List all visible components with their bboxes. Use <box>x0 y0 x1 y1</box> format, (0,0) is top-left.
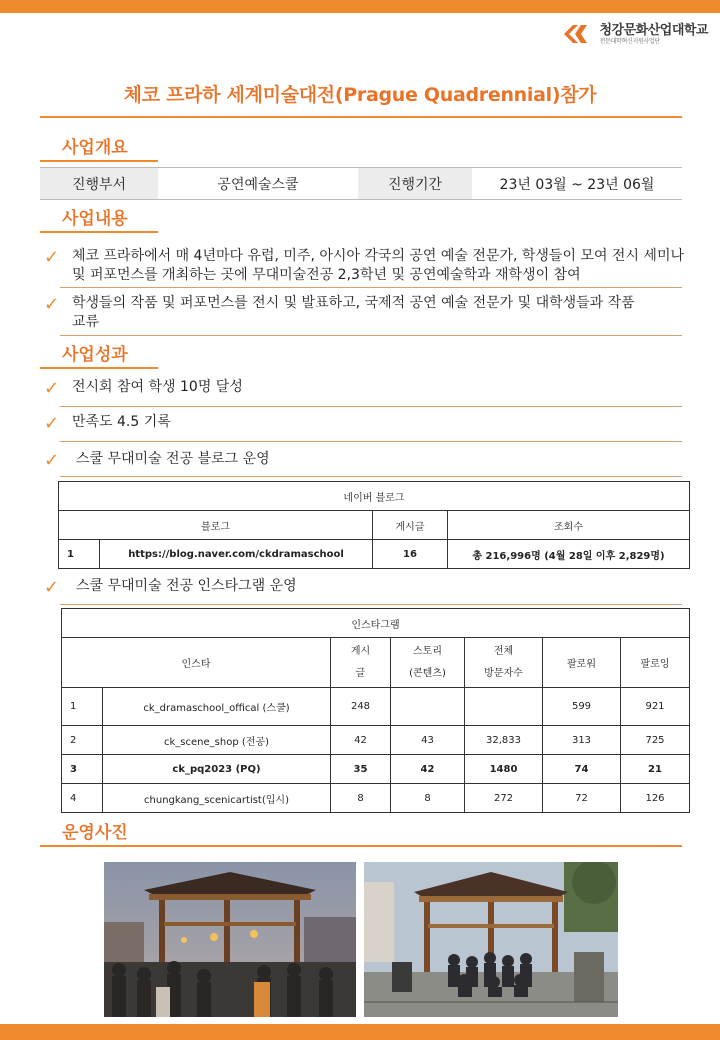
insta-row-story: 42 <box>391 755 465 784</box>
divider <box>60 287 682 288</box>
section-heading-results: 사업성과 <box>62 345 128 365</box>
insta-header-story-line2: (콘텐츠) <box>409 667 446 679</box>
insta-header-visitors-line1: 전체 <box>493 645 514 657</box>
event-photo-1-image <box>104 862 356 1017</box>
page-title: 체코 프라하 세계미술대전(Prague Quadrennial)참가 <box>123 84 597 106</box>
insta-row-no: 2 <box>62 726 103 755</box>
section-underline-content <box>40 231 158 233</box>
insta-row-visitors: 272 <box>465 784 543 813</box>
blog-table-caption: 네이버 블로그 <box>59 482 690 511</box>
insta-row-visitors: 32,833 <box>465 726 543 755</box>
top-accent-bar <box>0 0 720 13</box>
blog-table <box>58 481 690 569</box>
event-photo-1 <box>104 862 356 1017</box>
insta-row-following: 126 <box>621 784 690 813</box>
content-item-text: 체코 프라하에서 매 4년마다 유럽, 미주, 아시아 각국의 공연 예술 전문가, 학생들이 모여 전시 세미나 및 퍼포먼스를 개최하는 곳에 무대미술전공 2,3학년 및 공연예술학과 재학생이 참여 <box>72 248 684 283</box>
check-icon: ✓ <box>44 450 60 471</box>
insta-header-visitors <box>465 638 543 688</box>
check-icon: ✓ <box>44 378 60 399</box>
insta-row-visitors <box>465 688 543 726</box>
insta-row-followers: 313 <box>543 726 621 755</box>
result-item <box>44 378 684 397</box>
insta-row-story <box>391 688 465 726</box>
insta-row-following: 921 <box>621 688 690 726</box>
check-icon: ✓ <box>44 294 60 315</box>
insta-header-visitors-line2: 방문자수 <box>484 667 523 679</box>
insta-row-followers: 74 <box>543 755 621 784</box>
result-item-text: 스쿨 무대미술 전공 인스타그램 운영 <box>76 578 297 594</box>
event-photo-2 <box>364 862 618 1017</box>
blog-row-no: 1 <box>59 540 100 569</box>
insta-row-followers: 72 <box>543 784 621 813</box>
logo-subtitle: 전문대학혁신지원사업단 <box>599 37 660 45</box>
content-item <box>44 247 684 285</box>
result-item-text: 스쿨 무대미술 전공 블로그 운영 <box>76 451 270 467</box>
check-icon: ✓ <box>44 577 60 598</box>
title-divider <box>40 116 682 118</box>
period-value: 23년 03월 ~ 23년 06월 <box>472 168 682 200</box>
insta-row-no: 3 <box>62 755 103 784</box>
result-item <box>44 450 684 469</box>
section-underline-photos <box>40 845 682 847</box>
blog-row-views: 총 216,996명 (4월 28일 이후 2,829명) <box>448 540 690 569</box>
check-icon: ✓ <box>44 247 60 268</box>
insta-row-following: 21 <box>621 755 690 784</box>
dept-value: 공연예술스쿨 <box>158 168 358 200</box>
insta-header-posts-line1: 게시 <box>350 645 371 657</box>
insta-row-following: 725 <box>621 726 690 755</box>
result-item-text: 만족도 4.5 기록 <box>72 414 171 430</box>
divider <box>60 441 682 442</box>
university-logo <box>559 20 708 48</box>
divider <box>60 406 682 407</box>
insta-row-story: 8 <box>391 784 465 813</box>
dept-label: 진행부서 <box>40 168 158 200</box>
insta-row-account: ck_scene_shop (전공) <box>103 726 331 755</box>
insta-row-no: 4 <box>62 784 103 813</box>
result-item <box>44 577 684 596</box>
insta-row-story: 43 <box>391 726 465 755</box>
content-item-text: 학생들의 작품 및 퍼포먼스를 전시 및 발표하고, 국제적 공연 예술 전문가 및 대학생들과 작품 교류 <box>72 295 635 330</box>
insta-row-account: ck_pq2023 (PQ) <box>103 755 331 784</box>
insta-header-account: 인스타 <box>62 638 331 688</box>
insta-row-no: 1 <box>62 688 103 726</box>
divider <box>60 476 682 477</box>
insta-row-posts: 35 <box>331 755 391 784</box>
section-heading-content: 사업내용 <box>62 209 128 229</box>
insta-row-posts: 42 <box>331 726 391 755</box>
insta-header-story <box>391 638 465 688</box>
content-item <box>44 294 684 332</box>
insta-header-posts-line2: 글 <box>355 667 366 679</box>
section-heading-photos: 운영사진 <box>62 823 128 843</box>
result-item <box>44 413 684 432</box>
blog-row-url[interactable]: https://blog.naver.com/ckdramaschool <box>100 540 373 569</box>
check-icon: ✓ <box>44 413 60 434</box>
ck-logo-icon <box>559 22 593 46</box>
instagram-table <box>61 608 690 813</box>
insta-header-story-line1: 스토리 <box>413 645 442 657</box>
insta-row-posts: 8 <box>331 784 391 813</box>
insta-row-posts: 248 <box>331 688 391 726</box>
blog-header-views: 조회수 <box>448 511 690 540</box>
overview-table <box>40 167 682 200</box>
divider <box>60 604 682 605</box>
insta-row-visitors: 1480 <box>465 755 543 784</box>
insta-row-account: chungkang_scenicartist(입시) <box>103 784 331 813</box>
result-item-text: 전시회 참여 학생 10명 달성 <box>72 379 243 395</box>
blog-header-blog: 블로그 <box>59 511 373 540</box>
insta-header-posts <box>331 638 391 688</box>
section-heading-overview: 사업개요 <box>62 138 128 158</box>
bottom-accent-bar <box>0 1024 720 1040</box>
logo-name: 청강문화산업대학교 <box>599 22 708 38</box>
insta-header-followers: 팔로워 <box>543 638 621 688</box>
insta-table-caption: 인스타그램 <box>62 609 690 638</box>
divider <box>60 335 682 336</box>
blog-row-posts: 16 <box>373 540 448 569</box>
blog-header-posts: 게시글 <box>373 511 448 540</box>
insta-header-following: 팔로잉 <box>621 638 690 688</box>
section-underline-overview <box>40 160 158 162</box>
insta-row-followers: 599 <box>543 688 621 726</box>
insta-row-account: ck_dramaschool_offical (스쿨) <box>103 688 331 726</box>
event-photo-2-image <box>364 862 618 1017</box>
section-underline-results <box>40 367 158 369</box>
period-label: 진행기간 <box>358 168 472 200</box>
